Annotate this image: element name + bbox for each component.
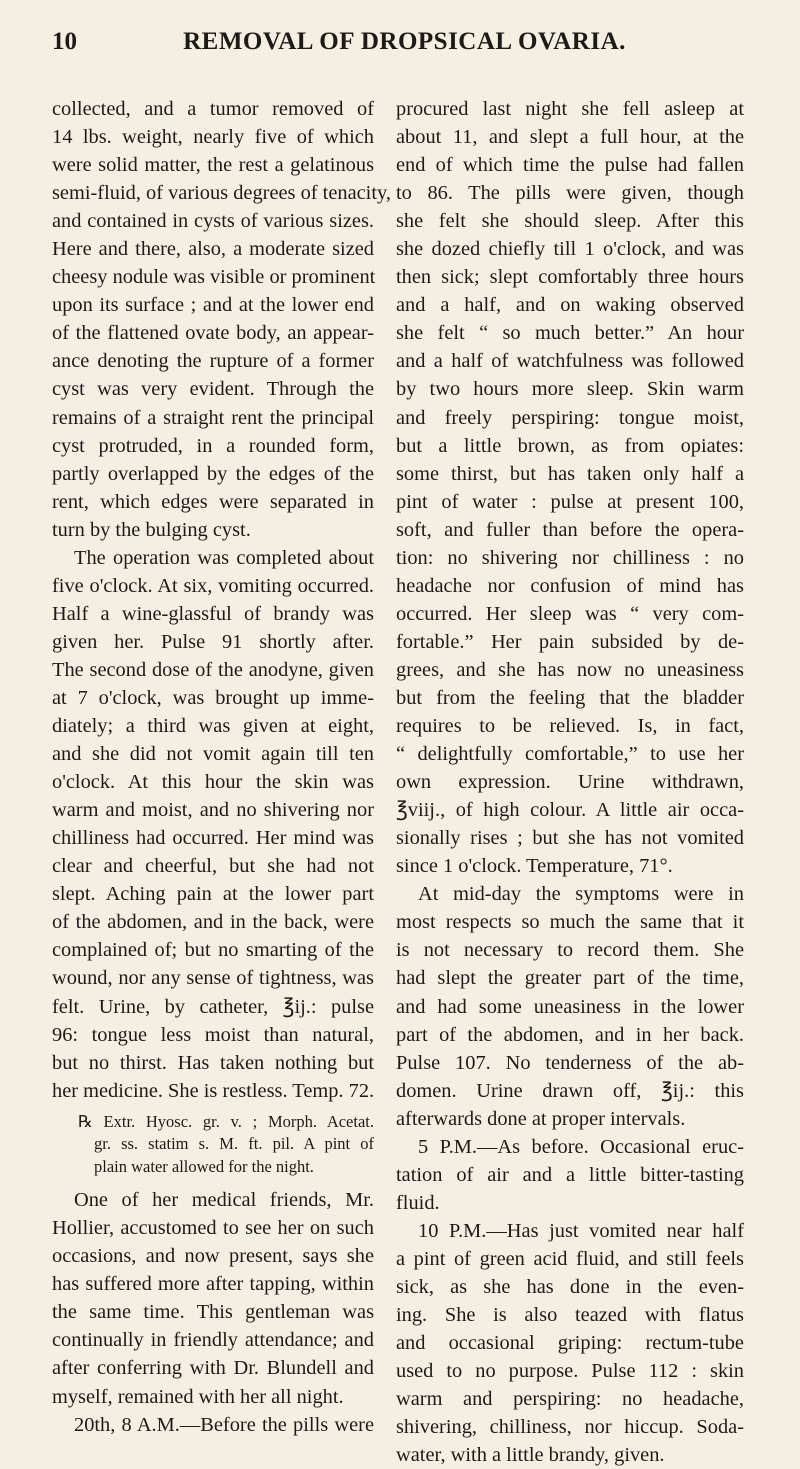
text-line: domen. Urine drawn off, ℥ij.: this	[396, 1079, 744, 1102]
text-line: to 86. The pills were given, though	[396, 182, 744, 205]
text-line: and a half of watchfulness was followed	[396, 350, 744, 373]
text-line: procured last night she fell asleep at	[396, 98, 744, 120]
text-line: partly overlapped by the edges of the	[52, 462, 374, 485]
prescription-line: gr. ss. statim s. M. ft. pil. A pint of	[94, 1134, 374, 1154]
prescription-line: ℞ Extr. Hyosc. gr. v. ; Morph. Acetat.	[78, 1111, 374, 1131]
text-line: soft, and fuller than before the opera-	[396, 518, 744, 541]
text-line: complained of; but no smarting of the	[52, 939, 374, 962]
text-line: she felt “ so much better.” An hour	[396, 322, 744, 345]
text-line: has suffered more after tapping, within	[52, 1273, 374, 1296]
text-line: o'clock. At this hour the skin was	[52, 771, 374, 794]
text-line: warm and moist, and no shivering nor	[52, 799, 374, 822]
prescription-block	[52, 1111, 374, 1179]
text-line: myself, remained with her all night.	[52, 1385, 344, 1408]
text-line: five o'clock. At six, vomiting occurred.	[52, 574, 374, 597]
text-line: but a little brown, as from opiates:	[396, 434, 744, 457]
text-line: is not necessary to record them. She	[396, 939, 744, 962]
text-line: own expression. Urine withdrawn,	[396, 771, 744, 794]
text-line: and occasional griping: rectum-tube	[396, 1332, 744, 1355]
text-line: chilliness had occurred. Her mind was	[52, 827, 374, 850]
text-line: fluid.	[396, 1191, 440, 1214]
text-line: afterwards done at proper intervals.	[396, 1107, 686, 1130]
text-line: her medicine. She is restless. Temp. 72.	[52, 1079, 375, 1102]
text-line: headache nor confusion of mind has	[396, 574, 744, 597]
text-line: 5 P.M.—As before. Occasional eruc-	[418, 1135, 744, 1158]
text-line: turn by the bulging cyst.	[52, 518, 251, 541]
text-line: and she did not vomit again till ten	[52, 743, 374, 766]
text-line: felt. Urine, by catheter, ℥ij.: pulse	[52, 995, 374, 1018]
text-line: shivering, chilliness, nor hiccup. Soda-	[396, 1416, 744, 1439]
text-line: about 11, and slept a full hour, at the	[396, 126, 744, 149]
text-line: the same time. This gentleman was	[52, 1301, 374, 1324]
right-column-body	[396, 95, 744, 1469]
text-line: sionally rises ; but she has not vomited	[396, 827, 744, 850]
text-line: continually in friendly attendance; and	[52, 1329, 374, 1352]
text-line: occasions, and now present, says she	[52, 1245, 374, 1268]
text-line: Pulse 107. No tenderness of the ab-	[396, 1051, 744, 1074]
text-line: slept. Aching pain at the lower part	[52, 883, 374, 906]
text-line: occurred. Her sleep was “ very com-	[396, 602, 744, 625]
text-line: part of the abdomen, and in her back.	[396, 1023, 744, 1046]
text-line: and had some uneasiness in the lower	[396, 995, 744, 1018]
text-line: tation of air and a little bitter-tasting	[396, 1163, 744, 1186]
text-line: One of her medical friends, Mr.	[74, 1189, 374, 1212]
page-number: 10	[52, 28, 77, 55]
text-line: by two hours more sleep. Skin warm	[396, 378, 744, 401]
right-column	[396, 95, 744, 1469]
text-line: cyst protruded, in a rounded form,	[52, 434, 374, 457]
text-line: fortable.” Her pain subsided by de-	[396, 630, 744, 653]
text-line: were solid matter, the rest a gelatinous	[52, 154, 374, 177]
text-line: used to no purpose. Pulse 112 : skin	[396, 1360, 744, 1383]
text-line: warm and perspiring: no headache,	[396, 1388, 744, 1411]
text-line: 20th, 8 A.M.—Before the pills were	[74, 1413, 374, 1436]
text-line: Half a wine-glassful of brandy was	[52, 602, 374, 625]
text-line: and contained in cysts of various sizes.	[52, 210, 374, 233]
text-line: wound, nor any sense of tightness, was	[52, 967, 374, 990]
text-line: cheesy nodule was visible or prominent	[52, 266, 376, 289]
text-line: and a half, and on waking observed	[396, 294, 744, 317]
text-line: The second dose of the anodyne, given	[52, 658, 374, 681]
text-line: she dozed chiefly till 1 o'clock, and was	[396, 238, 744, 261]
text-line: at 7 o'clock, was brought up imme-	[52, 686, 374, 709]
left-column-continuation	[52, 1186, 374, 1438]
text-line: pint of water : pulse at present 100,	[396, 490, 744, 513]
text-line: some thirst, but has taken only half a	[396, 462, 744, 485]
text-line: end of which time the pulse had fallen	[396, 154, 744, 177]
text-line: of the flattened ovate body, an appear-	[52, 322, 374, 345]
text-line: but from the feeling that the bladder	[396, 686, 744, 709]
text-line: given her. Pulse 91 shortly after.	[52, 630, 374, 653]
text-line: remains of a straight rent the principal	[52, 406, 374, 429]
text-line: she felt she should sleep. After this	[396, 210, 744, 233]
text-line: tion: no shivering nor chilliness : no	[396, 546, 744, 569]
text-line: At mid-day the symptoms were in	[418, 883, 744, 906]
text-line: then sick; slept comfortably three hours	[396, 266, 744, 289]
text-line: 10 P.M.—Has just vomited near half	[418, 1219, 744, 1242]
text-line: had slept the greater part of the time,	[396, 967, 744, 990]
text-line: but no thirst. Has taken nothing but	[52, 1051, 374, 1074]
left-column-body	[52, 95, 391, 1105]
text-line: after conferring with Dr. Blundell and	[52, 1357, 374, 1380]
prescription-line: plain water allowed for the night.	[94, 1156, 314, 1176]
text-line: ℥viij., of high colour. A little air occa-	[396, 799, 744, 822]
text-line: cyst was very evident. Through the	[52, 378, 374, 401]
text-line: The operation was completed about	[74, 546, 374, 569]
text-line: and freely perspiring: tongue moist,	[396, 406, 744, 429]
text-line: sick, as she has done in the even-	[396, 1275, 744, 1298]
text-line: of the abdomen, and in the back, were	[52, 911, 374, 934]
text-line: 14 lbs. weight, nearly five of which	[52, 126, 374, 149]
text-line: requires to be relieved. Is, in fact,	[396, 715, 744, 738]
text-line: 96: tongue less moist than natural,	[52, 1023, 374, 1046]
text-line: clear and cheerful, but she had not	[52, 855, 374, 878]
text-line: upon its surface ; and at the lower end	[52, 294, 374, 317]
text-line: Hollier, accustomed to see her on such	[52, 1217, 374, 1240]
running-title: REMOVAL OF DROPSICAL OVARIA.	[183, 28, 626, 55]
text-line: collected, and a tumor removed of	[52, 98, 374, 120]
text-line: ance denoting the rupture of a former	[52, 350, 374, 373]
text-line: a pint of green acid fluid, and still feels	[396, 1247, 744, 1270]
text-line: ing. She is also teazed with flatus	[396, 1304, 744, 1327]
text-line: grees, and she has now no uneasiness	[396, 658, 744, 681]
left-column	[52, 95, 391, 1439]
text-line: “ delightfully comfortable,” to use her	[396, 743, 744, 766]
text-line: Here and there, also, a moderate sized	[52, 238, 374, 261]
text-line: diately; a third was given at eight,	[52, 715, 374, 738]
running-header	[52, 28, 757, 68]
text-line: semi-fluid, of various degrees of tenacity,	[52, 182, 391, 205]
text-line: rent, which edges were separated in	[52, 490, 374, 513]
text-line: most respects so much the same that it	[396, 911, 744, 934]
text-line: since 1 o'clock. Temperature, 71°.	[396, 855, 673, 878]
text-line: water, with a little brandy, given.	[396, 1444, 665, 1467]
